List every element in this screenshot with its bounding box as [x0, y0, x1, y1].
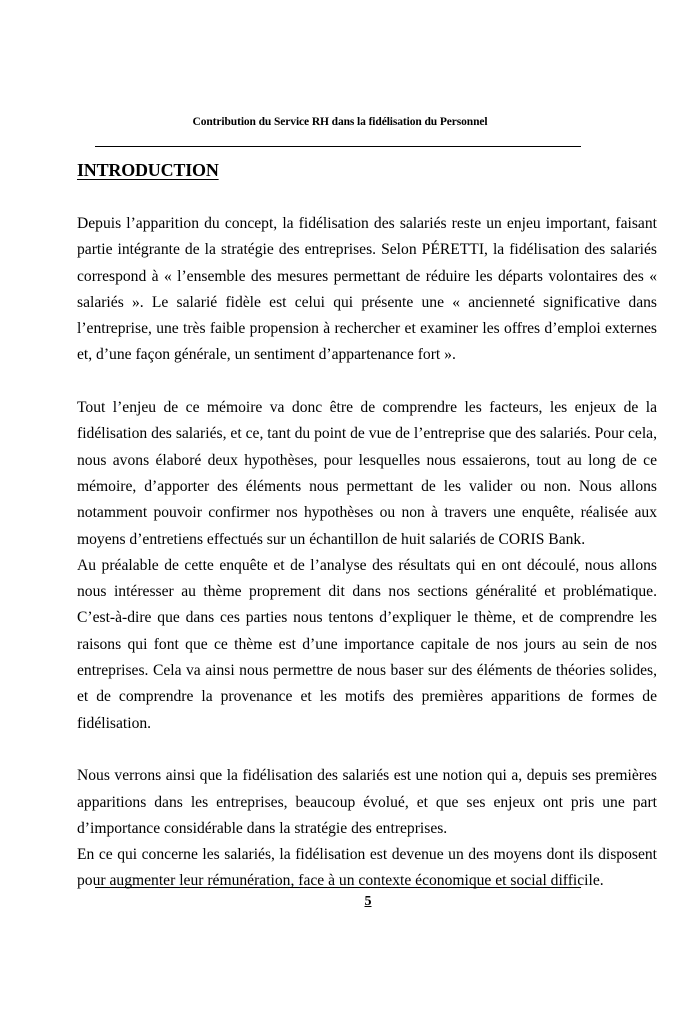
- paragraph: Tout l’enjeu de ce mémoire va donc être de comprendre les facteurs, les enjeux de la fidélisation des salariés, et ce, tant du point de vue de l’entreprise que des salariés. Pour cela, nous avons élaboré deux hypothèses, pour lesquelles nous essaierons, tout au long de ce mémoire, d’apporter des éléments nous permettant de les valider ou non. Nous allons notamment pouvoir confirmer nos hypothèses ou non à travers une enquête, réalisée aux moyens d’entretiens effectués sur un échantillon de huit salariés de CORIS Bank.: [77, 399, 657, 548]
- footer-rule: [95, 887, 581, 888]
- section-heading: INTRODUCTION: [77, 160, 219, 180]
- running-header: Contribution du Service RH dans la fidélisation du Personnel: [192, 116, 488, 128]
- paragraph: Au préalable de cette enquête et de l’analyse des résultats qui en ont découlé, nous allons nous intéresser au thème proprement dit dans nos sections généralité et problématique. C’est-à-dire que dans ces parties nous tentons d’expliquer le thème, et de comprendre les raisons qui font que ce thème est d’une importance capitale de nos jours au sein de nos entreprises. Cela va ainsi nous permettre de nous baser sur des éléments de théories solides, et de comprendre la provenance et les motifs des premières apparitions de formes de fidélisation.: [77, 556, 657, 732]
- body-text: [77, 211, 657, 895]
- paragraph: Depuis l’apparition du concept, la fidélisation des salariés reste un enjeu important, faisant partie intégrante de la stratégie des entreprises. Selon PÉRETTI, la fidélisation des salariés correspond à « l’ensemble des mesures permettant de réduire les départs volontaires des « salariés ». Le salarié fidèle est celui qui présente une « ancienneté significative dans l’entreprise, une très faible propension à rechercher et examiner les offres d’emploi externes et, d’une façon générale, un sentiment d’appartenance fort ».: [77, 215, 657, 364]
- header-rule: [95, 146, 581, 147]
- paragraph: En ce qui concerne les salariés, la fidélisation est devenue un des moyens dont ils disposent pour augmenter leur rémunération, face à un contexte économique et social difficile.: [77, 846, 657, 890]
- page-number: 5: [364, 894, 372, 909]
- paragraph: Nous verrons ainsi que la fidélisation des salariés est une notion qui a, depuis ses premières apparitions dans les entreprises, beaucoup évolué, et que ses enjeux ont pris une part d’importance considérable dans la stratégie des entreprises.: [77, 767, 657, 837]
